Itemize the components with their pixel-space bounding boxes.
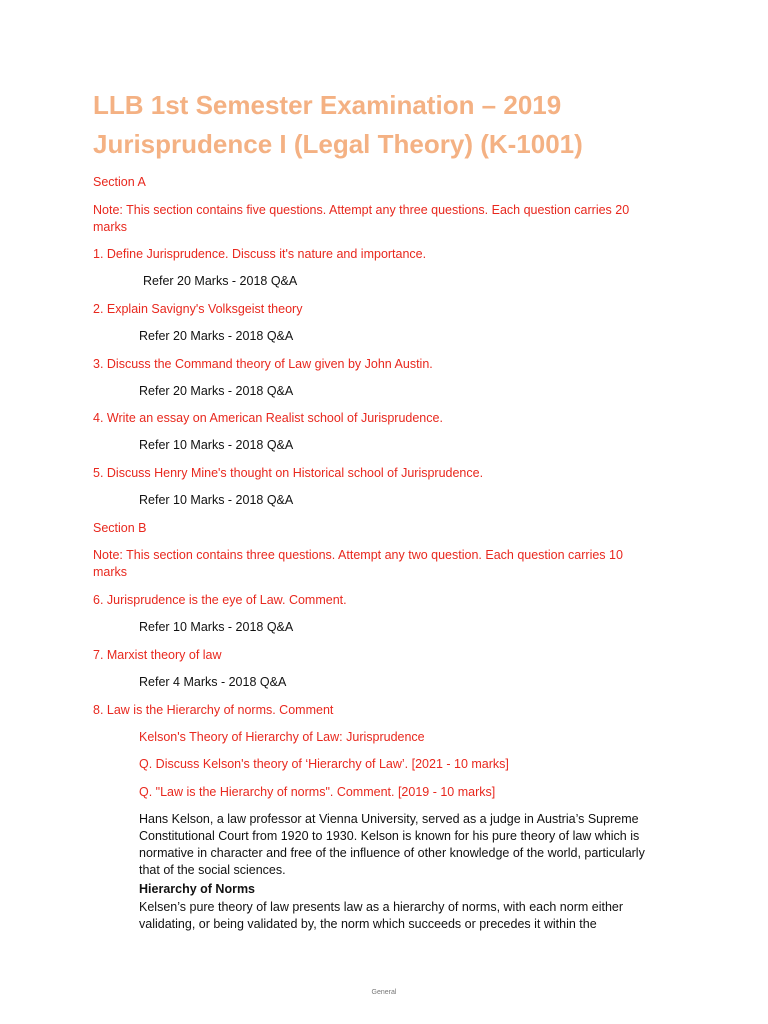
reference-7: Refer 4 Marks - 2018 Q&A [139,675,287,689]
question-6: 6. Jurisprudence is the eye of Law. Comment. [93,593,347,607]
kelsen-paragraph-2: Kelsen’s pure theory of law presents law as a hierarchy of norms, with each norm either validating, or being validated by, the norm which succeeds or precedes it within the [139,900,624,931]
reference-6: Refer 10 Marks - 2018 Q&A [139,620,294,634]
section-b-heading: Section B [93,521,147,535]
title-line-2: Jurisprudence I (Legal Theory) (K-1001) [93,129,583,159]
question-8: 8. Law is the Hierarchy of norms. Comment [93,703,334,717]
reference-3: Refer 20 Marks - 2018 Q&A [139,384,294,398]
question-2: 2. Explain Savigny's Volksgeist theory [93,302,303,316]
question-3: 3. Discuss the Command theory of Law given by John Austin. [93,357,433,371]
footer-label: General [371,989,397,996]
section-a-note: Note: This section contains five questions. Attempt any three questions. Each question carries 20 marks [93,203,630,234]
kelsen-question-1: Q. Discuss Kelson's theory of ‘Hierarchy of Law’. [2021 - 10 marks] [139,757,509,771]
title-line-1: LLB 1st Semester Examination – 2019 [93,90,562,120]
reference-5: Refer 10 Marks - 2018 Q&A [139,493,294,507]
reference-4: Refer 10 Marks - 2018 Q&A [139,438,294,452]
document-title [93,86,713,164]
question-4: 4. Write an essay on American Realist school of Jurisprudence. [93,411,443,425]
kelsen-question-2: Q. "Law is the Hierarchy of norms". Comment. [2019 - 10 marks] [139,785,496,799]
reference-1: Refer 20 Marks - 2018 Q&A [143,274,298,288]
kelsen-paragraph-1: Hans Kelson, a law professor at Vienna University, served as a judge in Austria’s Supreme Constitutional Court from 1920 to 1930. Kelson is known for his pure theory of law which is normative in character and free of the influence of other knowledge of the world, particularly that of the social sciences. [139,812,645,877]
question-7: 7. Marxist theory of law [93,648,222,662]
question-5: 5. Discuss Henry Mine's thought on Historical school of Jurisprudence. [93,466,484,480]
section-b-note: Note: This section contains three questions. Attempt any two question. Each question carries 10 marks [93,548,623,579]
kelsen-heading: Kelson's Theory of Hierarchy of Law: Jurisprudence [139,730,425,744]
section-a-heading: Section A [93,175,146,189]
hierarchy-subheading: Hierarchy of Norms [139,882,256,896]
question-1: 1. Define Jurisprudence. Discuss it's nature and importance. [93,247,427,261]
reference-2: Refer 20 Marks - 2018 Q&A [139,329,294,343]
